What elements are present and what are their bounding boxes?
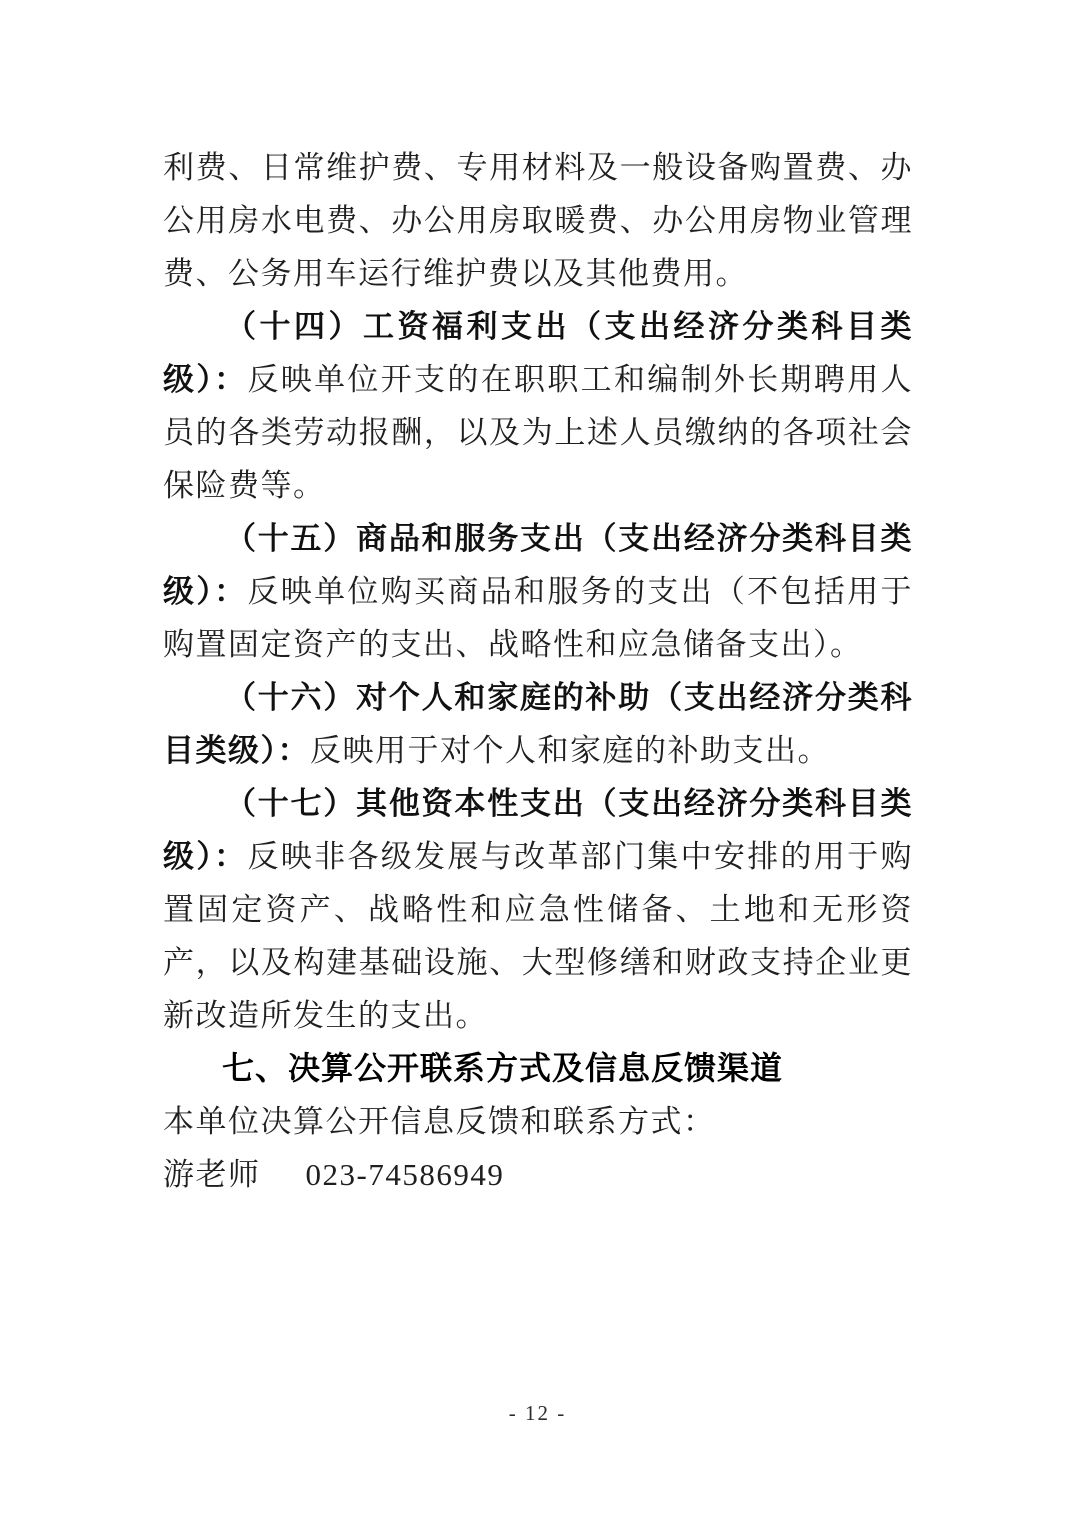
paragraph-text: 反映单位购买商品和服务的支出（不包括用于购置固定资产的支出、战略性和应急储备支出）。 — [163, 574, 914, 662]
page-footer — [0, 1398, 1075, 1428]
page-number: - 12 - — [508, 1401, 567, 1425]
paragraph-bold-lead: （十四）工资福利支出（支出经济分类科目类级）： — [163, 309, 913, 397]
contact-phone: 023-74586949 — [305, 1157, 505, 1192]
document-body — [163, 141, 913, 1201]
paragraph-item-16 — [163, 671, 913, 777]
contact-line — [163, 1148, 913, 1201]
paragraph-item-17 — [163, 777, 913, 1042]
paragraph-bold-lead: （十七）其他资本性支出（支出经济分类科目类级）： — [163, 786, 913, 874]
paragraph-text: 反映用于对个人和家庭的补助支出。 — [310, 733, 830, 768]
paragraph-bold-lead: （十五）商品和服务支出（支出经济分类科目类级）： — [163, 521, 913, 609]
paragraph-text: 反映单位开支的在职职工和编制外长期聘用人员的各类劳动报酬，以及为上述人员缴纳的各项社会保险费等。 — [163, 362, 914, 503]
section-heading: 七、决算公开联系方式及信息反馈渠道 — [222, 1050, 784, 1086]
contact-intro: 本单位决算公开信息反馈和联系方式： — [163, 1104, 716, 1139]
paragraph-text: 利费、日常维护费、专用材料及一般设备购置费、办公用房水电费、办公用房取暖费、办公用房物业管理费、公务用车运行维护费以及其他费用。 — [163, 150, 913, 291]
paragraph-text: 反映非各级发展与改革部门集中安排的用于购置固定资产、战略性和应急性储备、土地和无形资产，以及构建基础设施、大型修缮和财政支持企业更新改造所发生的支出。 — [163, 839, 914, 1033]
paragraph-item-15 — [163, 512, 913, 671]
paragraph-bold-lead: （十六）对个人和家庭的补助（支出经济分类科目类级）： — [163, 680, 913, 768]
contact-name: 游老师 — [163, 1157, 261, 1192]
paragraph-continuation — [163, 141, 913, 300]
paragraph-item-14 — [163, 300, 913, 512]
